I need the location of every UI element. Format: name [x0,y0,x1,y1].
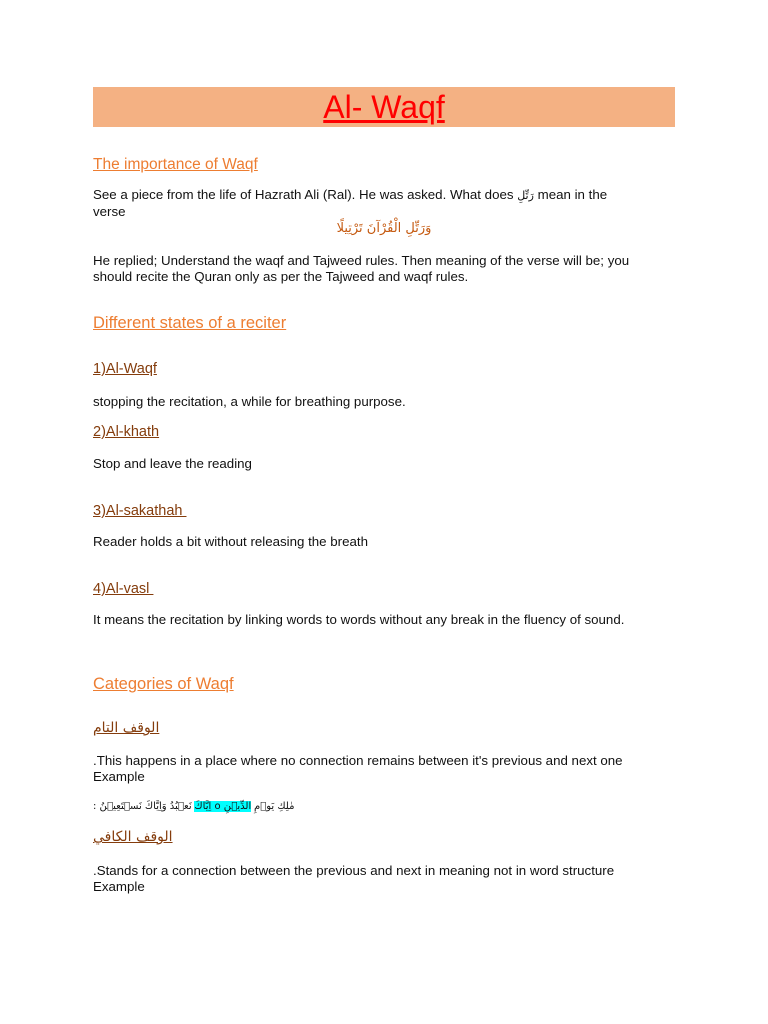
importance-text-line2: verse [93,203,126,219]
heading-states: Different states of a reciter [93,314,287,332]
state-label-3: 3)Al-sakathah [93,503,187,519]
category-kafi-line1: .Stands for a connection between the previous and next in meaning not in word structure [93,863,615,878]
importance-paragraph-1 [93,187,693,219]
category-label-kafi: الوقف الكافي [93,829,173,845]
importance-text-end: mean in the [533,187,608,202]
example-text-part1: مٰلِكِ يَوۡمِ [254,801,295,812]
title-banner [93,87,675,127]
arabic-word-rattil: رَتِّلِ [517,189,534,202]
importance-reply-line1: He replied; Understand the waqf and Tajweed rules. Then meaning of the verse will be; you [93,253,630,268]
state-desc-1: stopping the recitation, a while for breathing purpose. [93,394,406,409]
state-desc-3: Reader holds a bit without releasing the breath [93,534,368,549]
category-tam-example [93,801,294,812]
heading-importance: The importance of Waqf [93,156,258,173]
state-desc-4: It means the recitation by linking words to words without any break in the fluency of sound. [93,612,625,627]
category-tam-line2: Example [93,768,145,784]
state-label-4: 4)Al-vasl [93,581,154,597]
category-kafi-line2: Example [93,878,145,894]
state-label-2: 2)Al-khath [93,424,160,440]
state-desc-2: Stop and leave the reading [93,456,252,471]
quran-verse: وَرَتِّلِ الْقُرْآنَ تَرْتِيلًا [336,221,432,236]
state-label-1: 1)Al-Waqf [93,361,157,377]
page-title: Al- Waqf [323,89,445,125]
heading-categories: Categories of Waqf [93,675,234,693]
category-desc-kafi [93,863,693,894]
importance-reply-line2: should recite the Quran only as per the Tajweed and waqf rules. [93,268,469,284]
category-desc-tam [93,753,693,784]
example-text-part2: نَعۡبُدُ وَاِيَّاكَ نَسۡتَعِيۡنُ : [93,801,192,812]
importance-text-start: See a piece from the life of Hazrath Ali (Ral). He was asked. What does [93,187,518,202]
category-tam-line1: .This happens in a place where no connection remains between it's previous and next one [93,753,623,768]
example-highlight: الدِّيۡنِ o اِيَّاكَ [194,801,252,812]
importance-paragraph-2 [93,253,693,284]
category-label-tam: الوقف التام [93,720,160,736]
